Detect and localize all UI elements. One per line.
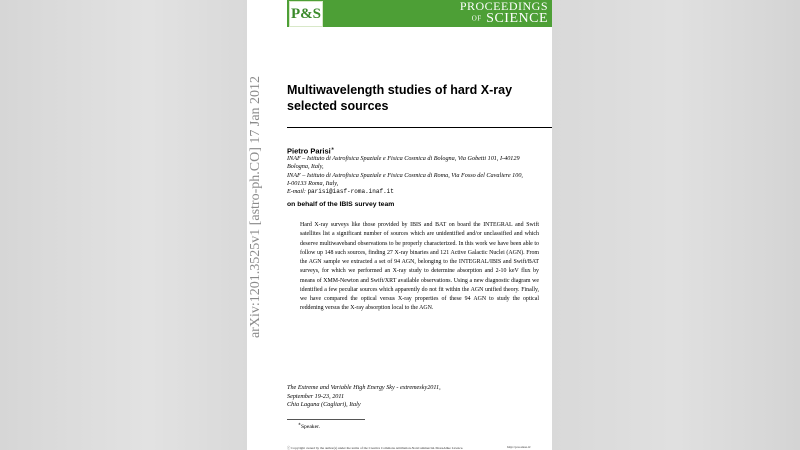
document-page — [247, 0, 552, 450]
arxiv-stamp: arXiv:1201.3525v1 [astro-ph.CO] 17 Jan 2012 — [248, 75, 263, 339]
logo-science: SCIENCE — [486, 11, 548, 26]
footnote-rule — [287, 419, 365, 420]
affiliation-roma: INAF – Istituto di Astrofisica Spaziale e Fisica Cosmica di Roma, Via Fosso del Cavaliere 100, I-00133 Roma, Italy, — [287, 172, 523, 188]
logo-of: OF — [471, 14, 482, 23]
pos-logo-text — [460, 0, 548, 25]
pos-logo-banner — [287, 0, 552, 27]
conference-name: The Extreme and Variable High Energy Sky - extremesky2011, — [287, 384, 441, 391]
left-background — [0, 0, 247, 450]
conference-location: Chia Laguna (Cagliari), Italy — [287, 401, 361, 408]
abstract: Hard X-ray surveys like those provided by IBIS and BAT on board the INTEGRAL and Swift satellites list a significant number of sources which are unidentified and/or unclassified and which deserve multiwaveband observations to be properly characterized. In this work we have been able to follow up 148 such sources, finding 27 X-ray binaries and 121 Active Galactic Nuclei (AGN). From the AGN sample we extracted a set of 94 AGN, belonging to the INTEGRAL/IBIS and Swift/BAT surveys, for which we performed an X-ray study to determine absorption and 2-10 keV flux by means of XMM-Newton and Swift/XRT available observations. Using a new diagnostic diagram we identified a few peculiar sources which apparently do not fit within the AGN unified theory. Finally, we have compared the optical versus X-ray properties of these 94 AGN to study the optical reddening versus the X-ray absorption local to the AGN. — [300, 222, 539, 312]
affiliation-bologna: INAF – Istituto di Astrofisica Spaziale e Fisica Cosmica di Bologna, Via Gobetti 101, I-40129 Bologna, Italy, — [287, 155, 520, 171]
license-text: ⓒ Copyright owned by the author(s) under the terms of the Creative Commons Attribution-NonCommercial-ShareAlike Licence. — [287, 446, 464, 450]
conference-info — [287, 384, 487, 410]
footnote — [298, 422, 320, 430]
behalf-line: on behalf of the IBIS survey team — [287, 201, 395, 208]
right-background — [552, 0, 800, 450]
author-footnote-mark: ∗ — [330, 146, 335, 151]
logo-of-science — [460, 12, 548, 25]
footnote-text: Speaker. — [300, 423, 321, 430]
license-url[interactable]: http://pos.sissa.it/ — [507, 445, 531, 449]
email-label: E-mail: — [287, 188, 306, 195]
footnote-mark: ∗ — [298, 422, 301, 426]
author-name-text: Pietro Parisi — [287, 146, 331, 156]
email-address[interactable]: parisi@iasf-roma.inaf.it — [307, 188, 394, 195]
conference-dates: September 19-23, 2011 — [287, 392, 345, 400]
pos-logo-badge: P&S — [289, 1, 323, 27]
title-rule — [287, 127, 552, 128]
logo-proceedings: PROCEEDINGS — [459, 0, 548, 13]
paper-title: Multiwavelength studies of hard X-ray selected sources — [287, 83, 513, 113]
email-line — [287, 188, 527, 196]
